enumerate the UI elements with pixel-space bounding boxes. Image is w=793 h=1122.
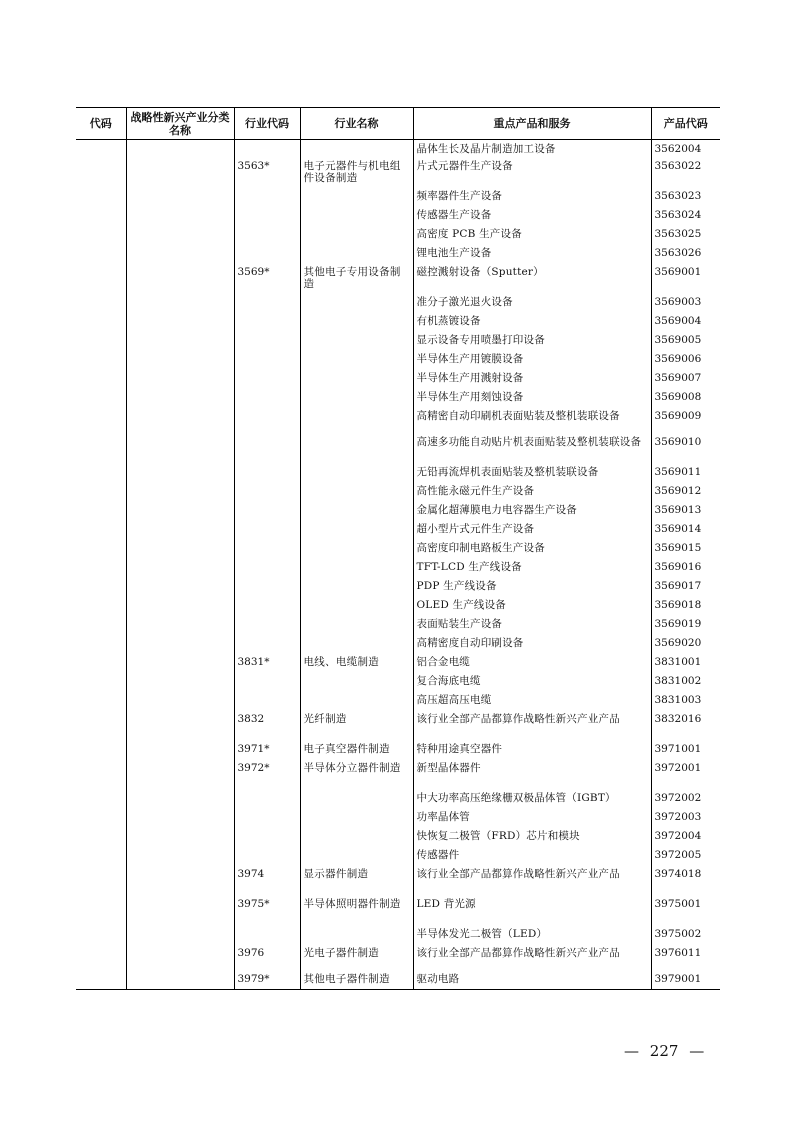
product-code-cell: 3569005 [651, 331, 720, 350]
product-code-cell: 3563024 [651, 206, 720, 225]
industry-name-cell [300, 388, 413, 407]
product-name-cell: 高精密自动印刷机表面贴装及整机装联设备 [413, 407, 651, 433]
industry-name-cell: 其他电子专用设备制造 [300, 263, 413, 293]
table-row [76, 293, 720, 312]
product-code-cell: 3569011 [651, 463, 720, 482]
category-name-cell [126, 501, 234, 520]
industry-code-cell: 3971* [234, 740, 300, 759]
product-name-cell: 准分子激光退火设备 [413, 293, 651, 312]
industry-name-cell: 显示器件制造 [300, 865, 413, 895]
industry-code-cell [234, 293, 300, 312]
industry-name-cell: 电线、电缆制造 [300, 653, 413, 672]
product-name-cell: 中大功率高压绝缘栅双极晶体管（IGBT） [413, 789, 651, 808]
category-name-cell [126, 225, 234, 244]
product-code-cell: 3972002 [651, 789, 720, 808]
table-row [76, 577, 720, 596]
industry-name-cell [300, 312, 413, 331]
header-industry-code: 行业代码 [234, 108, 300, 140]
industry-name-cell [300, 558, 413, 577]
industry-code-cell [234, 407, 300, 433]
category-name-cell [126, 944, 234, 970]
code-cell [76, 634, 126, 653]
product-code-cell: 3569016 [651, 558, 720, 577]
category-name-cell [126, 157, 234, 187]
product-name-cell: PDP 生产线设备 [413, 577, 651, 596]
table-row [76, 558, 720, 577]
category-name-cell [126, 388, 234, 407]
industry-code-cell [234, 789, 300, 808]
code-cell [76, 577, 126, 596]
category-name-cell [126, 691, 234, 710]
category-name-cell [126, 759, 234, 789]
product-code-cell: 3975001 [651, 895, 720, 925]
table-row [76, 740, 720, 759]
product-code-cell: 3569006 [651, 350, 720, 369]
industry-code-cell [234, 596, 300, 615]
table-row [76, 691, 720, 710]
product-code-cell: 3972004 [651, 827, 720, 846]
industry-code-cell [234, 331, 300, 350]
product-name-cell: 超小型片式元件生产设备 [413, 520, 651, 539]
category-name-cell [126, 331, 234, 350]
industry-code-cell [234, 187, 300, 206]
product-code-cell: 3563026 [651, 244, 720, 263]
industry-name-cell [300, 482, 413, 501]
table-row [76, 463, 720, 482]
code-cell [76, 157, 126, 187]
code-cell [76, 672, 126, 691]
industry-name-cell [300, 369, 413, 388]
industry-code-cell [234, 350, 300, 369]
category-name-cell [126, 369, 234, 388]
table-row [76, 653, 720, 672]
product-code-cell: 3972003 [651, 808, 720, 827]
category-name-cell [126, 482, 234, 501]
category-name-cell [126, 615, 234, 634]
code-cell [76, 558, 126, 577]
product-code-cell: 3971001 [651, 740, 720, 759]
table-row [76, 759, 720, 789]
product-name-cell: 高速多功能自动贴片机表面贴装及整机装联设备 [413, 433, 651, 463]
industry-name-cell: 其他电子器件制造 [300, 970, 413, 990]
industry-code-cell [234, 520, 300, 539]
industry-code-cell [234, 558, 300, 577]
industry-code-cell: 3979* [234, 970, 300, 990]
industry-code-cell [234, 388, 300, 407]
product-name-cell: 功率晶体管 [413, 808, 651, 827]
product-name-cell: 磁控溅射设备（Sputter） [413, 263, 651, 293]
industry-code-cell [234, 140, 300, 157]
industry-name-cell: 电子真空器件制造 [300, 740, 413, 759]
code-cell [76, 520, 126, 539]
code-cell [76, 865, 126, 895]
code-cell [76, 740, 126, 759]
product-code-cell: 3974018 [651, 865, 720, 895]
code-cell [76, 615, 126, 634]
industry-code-cell: 3831* [234, 653, 300, 672]
code-cell [76, 759, 126, 789]
table-row [76, 350, 720, 369]
category-name-cell [126, 740, 234, 759]
industry-name-cell [300, 539, 413, 558]
table-row [76, 970, 720, 990]
code-cell [76, 463, 126, 482]
table-row [76, 140, 720, 157]
product-name-cell: TFT-LCD 生产线设备 [413, 558, 651, 577]
product-code-cell: 3569010 [651, 433, 720, 463]
industry-code-cell [234, 312, 300, 331]
industry-code-cell [234, 615, 300, 634]
industry-code-cell [234, 672, 300, 691]
product-name-cell: 半导体发光二极管（LED） [413, 925, 651, 944]
product-name-cell: 片式元器件生产设备 [413, 157, 651, 187]
product-name-cell: 高压超高压电缆 [413, 691, 651, 710]
code-cell [76, 596, 126, 615]
category-name-cell [126, 672, 234, 691]
industry-code-cell [234, 577, 300, 596]
industry-code-cell [234, 691, 300, 710]
product-name-cell: 高精密度自动印刷设备 [413, 634, 651, 653]
product-name-cell: 显示设备专用喷墨打印设备 [413, 331, 651, 350]
code-cell [76, 331, 126, 350]
product-code-cell: 3979001 [651, 970, 720, 990]
industry-name-cell: 光纤制造 [300, 710, 413, 740]
table-body [76, 140, 720, 990]
product-name-cell: 新型晶体器件 [413, 759, 651, 789]
product-name-cell: 该行业全部产品都算作战略性新兴产业产品 [413, 944, 651, 970]
code-cell [76, 293, 126, 312]
table-row [76, 388, 720, 407]
code-cell [76, 140, 126, 157]
page-dash-right: — [689, 1042, 705, 1060]
code-cell [76, 653, 126, 672]
industry-name-cell [300, 140, 413, 157]
table-row [76, 501, 720, 520]
product-code-cell: 3976011 [651, 944, 720, 970]
code-cell [76, 539, 126, 558]
header-category-name: 战略性新兴产业分类名称 [126, 108, 234, 140]
product-name-cell: 半导体生产用刻蚀设备 [413, 388, 651, 407]
industry-code-cell: 3569* [234, 263, 300, 293]
industry-name-cell [300, 827, 413, 846]
category-name-cell [126, 634, 234, 653]
product-code-cell: 3569004 [651, 312, 720, 331]
industry-name-cell [300, 350, 413, 369]
industry-code-cell [234, 225, 300, 244]
product-name-cell: 传感器生产设备 [413, 206, 651, 225]
table-row [76, 615, 720, 634]
product-code-cell: 3972005 [651, 846, 720, 865]
product-code-cell: 3569019 [651, 615, 720, 634]
product-name-cell: 半导体生产用溅射设备 [413, 369, 651, 388]
table-row [76, 925, 720, 944]
industry-name-cell [300, 789, 413, 808]
category-name-cell [126, 808, 234, 827]
product-code-cell: 3562004 [651, 140, 720, 157]
industry-name-cell: 半导体分立器件制造 [300, 759, 413, 789]
product-name-cell: 该行业全部产品都算作战略性新兴产业产品 [413, 710, 651, 740]
product-name-cell: 高密度 PCB 生产设备 [413, 225, 651, 244]
table-row [76, 187, 720, 206]
category-name-cell [126, 350, 234, 369]
industry-name-cell [300, 501, 413, 520]
industry-name-cell [300, 634, 413, 653]
product-name-cell: 传感器件 [413, 846, 651, 865]
industry-code-cell [234, 846, 300, 865]
code-cell [76, 388, 126, 407]
industry-name-cell [300, 672, 413, 691]
industry-name-cell: 半导体照明器件制造 [300, 895, 413, 925]
table-row [76, 808, 720, 827]
category-name-cell [126, 539, 234, 558]
category-name-cell [126, 407, 234, 433]
category-name-cell [126, 293, 234, 312]
industry-code-cell [234, 808, 300, 827]
product-name-cell: 驱动电路 [413, 970, 651, 990]
product-code-cell: 3569018 [651, 596, 720, 615]
product-code-cell: 3569014 [651, 520, 720, 539]
code-cell [76, 846, 126, 865]
industry-name-cell [300, 244, 413, 263]
product-name-cell: 复合海底电缆 [413, 672, 651, 691]
industry-name-cell [300, 293, 413, 312]
industry-code-cell: 3563* [234, 157, 300, 187]
product-code-cell: 3569008 [651, 388, 720, 407]
category-name-cell [126, 710, 234, 740]
product-name-cell: 高性能永磁元件生产设备 [413, 482, 651, 501]
product-name-cell: 频率器件生产设备 [413, 187, 651, 206]
industry-name-cell [300, 925, 413, 944]
category-name-cell [126, 520, 234, 539]
product-code-cell: 3569017 [651, 577, 720, 596]
industry-code-cell [234, 482, 300, 501]
table-row [76, 244, 720, 263]
product-name-cell: 快恢复二极管（FRD）芯片和模块 [413, 827, 651, 846]
product-code-cell: 3831002 [651, 672, 720, 691]
industry-name-cell [300, 596, 413, 615]
code-cell [76, 895, 126, 925]
code-cell [76, 710, 126, 740]
category-name-cell [126, 653, 234, 672]
category-name-cell [126, 244, 234, 263]
product-name-cell: 晶体生长及晶片制造加工设备 [413, 140, 651, 157]
product-code-cell: 3569009 [651, 407, 720, 433]
code-cell [76, 225, 126, 244]
product-code-cell: 3569015 [651, 539, 720, 558]
industry-code-cell: 3832 [234, 710, 300, 740]
table-row [76, 944, 720, 970]
category-name-cell [126, 140, 234, 157]
industry-name-cell [300, 846, 413, 865]
table-row [76, 865, 720, 895]
category-name-cell [126, 895, 234, 925]
table-row [76, 846, 720, 865]
page-dash-left: — [624, 1042, 639, 1060]
industry-name-cell [300, 691, 413, 710]
table-row [76, 369, 720, 388]
header-industry-name: 行业名称 [300, 108, 413, 140]
code-cell [76, 970, 126, 990]
code-cell [76, 501, 126, 520]
code-cell [76, 691, 126, 710]
industry-code-cell: 3976 [234, 944, 300, 970]
table-row [76, 634, 720, 653]
industry-name-cell: 电子元器件与机电组件设备制造 [300, 157, 413, 187]
product-name-cell: 高密度印制电路板生产设备 [413, 539, 651, 558]
product-name-cell: 锂电池生产设备 [413, 244, 651, 263]
industry-code-cell [234, 925, 300, 944]
table-row [76, 539, 720, 558]
category-name-cell [126, 312, 234, 331]
product-code-cell: 3569001 [651, 263, 720, 293]
industry-code-cell: 3974 [234, 865, 300, 895]
category-name-cell [126, 577, 234, 596]
product-code-cell: 3831001 [651, 653, 720, 672]
industry-name-cell [300, 433, 413, 463]
industry-name-cell [300, 407, 413, 433]
code-cell [76, 407, 126, 433]
category-name-cell [126, 433, 234, 463]
category-name-cell [126, 789, 234, 808]
product-code-cell: 3569007 [651, 369, 720, 388]
code-cell [76, 312, 126, 331]
table-row [76, 895, 720, 925]
table-row [76, 433, 720, 463]
product-code-cell: 3569020 [651, 634, 720, 653]
product-code-cell: 3569012 [651, 482, 720, 501]
code-cell [76, 433, 126, 463]
category-name-cell [126, 558, 234, 577]
table-row [76, 157, 720, 187]
product-code-cell: 3569013 [651, 501, 720, 520]
industry-product-table [76, 107, 720, 990]
table-row [76, 407, 720, 433]
category-name-cell [126, 925, 234, 944]
category-name-cell [126, 865, 234, 895]
table-row [76, 331, 720, 350]
industry-name-cell [300, 187, 413, 206]
code-cell [76, 944, 126, 970]
table-row [76, 596, 720, 615]
product-code-cell: 3975002 [651, 925, 720, 944]
code-cell [76, 369, 126, 388]
industry-name-cell [300, 225, 413, 244]
product-code-cell: 3832016 [651, 710, 720, 740]
product-name-cell: 铝合金电缆 [413, 653, 651, 672]
industry-code-cell [234, 369, 300, 388]
table-header-row [76, 108, 720, 140]
product-name-cell: 表面贴装生产设备 [413, 615, 651, 634]
product-code-cell: 3972001 [651, 759, 720, 789]
industry-name-cell [300, 520, 413, 539]
industry-code-cell [234, 206, 300, 225]
table-row [76, 312, 720, 331]
table-row [76, 263, 720, 293]
category-name-cell [126, 463, 234, 482]
category-name-cell [126, 206, 234, 225]
product-name-cell: 半导体生产用镀膜设备 [413, 350, 651, 369]
table-row [76, 827, 720, 846]
product-name-cell: 有机蒸镀设备 [413, 312, 651, 331]
industry-code-cell [234, 501, 300, 520]
code-cell [76, 925, 126, 944]
table-row [76, 520, 720, 539]
industry-code-cell [234, 463, 300, 482]
industry-name-cell [300, 463, 413, 482]
code-cell [76, 244, 126, 263]
category-name-cell [126, 846, 234, 865]
product-name-cell: OLED 生产线设备 [413, 596, 651, 615]
category-name-cell [126, 263, 234, 293]
industry-code-cell: 3972* [234, 759, 300, 789]
code-cell [76, 206, 126, 225]
code-cell [76, 350, 126, 369]
code-cell [76, 482, 126, 501]
product-code-cell: 3831003 [651, 691, 720, 710]
industry-name-cell: 光电子器件制造 [300, 944, 413, 970]
product-name-cell: 无铅再流焊机表面贴装及整机装联设备 [413, 463, 651, 482]
header-code: 代码 [76, 108, 126, 140]
category-name-cell [126, 970, 234, 990]
page-number-value: 227 [649, 1042, 679, 1060]
product-name-cell: LED 背光源 [413, 895, 651, 925]
table-row [76, 710, 720, 740]
table-row [76, 672, 720, 691]
code-cell [76, 789, 126, 808]
industry-name-cell [300, 331, 413, 350]
table-row [76, 225, 720, 244]
product-code-cell: 3563025 [651, 225, 720, 244]
category-name-cell [126, 827, 234, 846]
industry-code-cell [234, 827, 300, 846]
industry-code-cell: 3975* [234, 895, 300, 925]
table-row [76, 789, 720, 808]
header-key-products: 重点产品和服务 [413, 108, 651, 140]
code-cell [76, 808, 126, 827]
industry-code-cell [234, 539, 300, 558]
product-code-cell: 3563023 [651, 187, 720, 206]
industry-name-cell [300, 206, 413, 225]
product-name-cell: 该行业全部产品都算作战略性新兴产业产品 [413, 865, 651, 895]
code-cell [76, 187, 126, 206]
product-code-cell: 3563022 [651, 157, 720, 187]
industry-code-cell [234, 244, 300, 263]
industry-name-cell [300, 808, 413, 827]
header-product-code: 产品代码 [651, 108, 720, 140]
industry-code-cell [234, 433, 300, 463]
industry-name-cell [300, 615, 413, 634]
code-cell [76, 827, 126, 846]
product-name-cell: 金属化超薄膜电力电容器生产设备 [413, 501, 651, 520]
table-row [76, 206, 720, 225]
industry-name-cell [300, 577, 413, 596]
product-name-cell: 特种用途真空器件 [413, 740, 651, 759]
page-number [624, 1042, 704, 1060]
category-name-cell [126, 187, 234, 206]
code-cell [76, 263, 126, 293]
category-name-cell [126, 596, 234, 615]
industry-code-cell [234, 634, 300, 653]
product-code-cell: 3569003 [651, 293, 720, 312]
table-row [76, 482, 720, 501]
